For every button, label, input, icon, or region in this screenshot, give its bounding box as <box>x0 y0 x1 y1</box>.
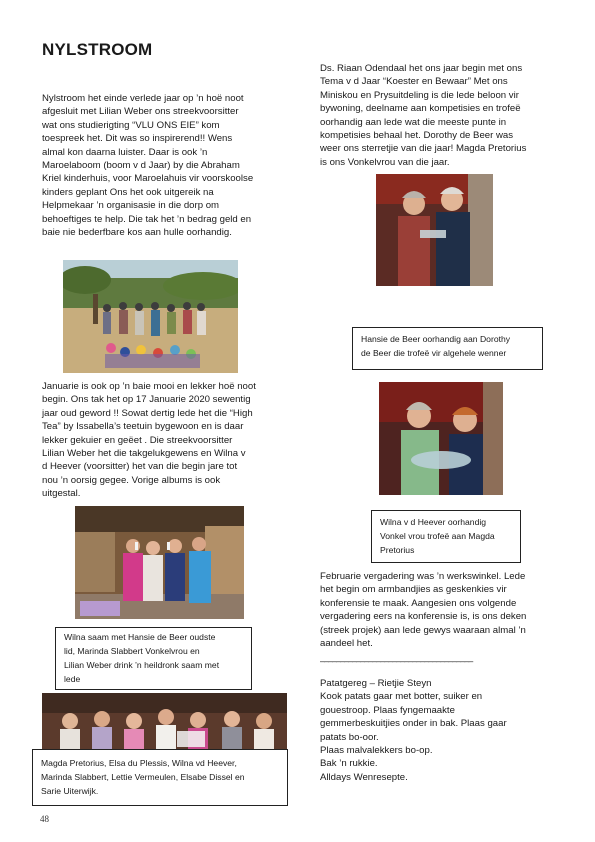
outdoor-group-photo <box>63 260 238 373</box>
january-paragraph: Januarie is ook op ’n baie mooi en lekker hoë noot begin. Ons tak het op 17 Januarie 2020 sewentig jaar oud geword !! Sowat dertig lede het die “High Tea” by Issabella’s teetuin bygewoon en is daar lekker gekuier en geëet . Die streekvoorsitter Lilian Weber het die takgelukgewens en Wilna v d Heever (voorsitter) het van die begin jare tot nou ’n oorsig gegee. Vorige albums is ook uitgestal. <box>42 381 256 500</box>
page-number: 48 <box>40 814 49 824</box>
february-paragraph: Februarie vergadering was ’n werkswinkel. Lede het begin om armbandjies as geskenkies vir konferensie te maak. Aangesien ons volgende vergadering eers na konferensie is, is ons deken (streek projek) aan lede gewys waaraan almal ’n aandeel het. <box>320 571 527 650</box>
party-group-photo <box>42 693 287 755</box>
page-title: NYLSTROOM <box>42 40 153 59</box>
bowl-trophy-photo <box>379 382 503 495</box>
theme-paragraph: Ds. Riaan Odendaal het ons jaar begin met ons Tema v d Jaar “Koester en Bewaar” Met ons Miniskou en Prysuitdeling is die lede beloon vir bywoning, deelname aan kompetisies en trofeë oorhandig aan lede wat die meeste punte in kompetisies behaal het. Dorothy de Beer was weer ons sterretjie van die jaar! Magda Pretorius is ons Vonkelvrou van die jaar. <box>320 63 527 168</box>
section-divider: –––––––––––––––––––––––––––––––––––––– <box>320 656 473 666</box>
trophy-photo-caption: Hansie de Beer oorhandig aan Dorothy de Beer die trofeë vir algehele wenner <box>352 327 543 370</box>
recipe-text: Patatgereg – Rietjie Steyn Kook patats gaar met botter, suiker en gouestroop. Plaas fyngemaakte gemmerbeskuitjies onder in bak. Plaas gaar patats bo-oor. Plaas malvalekkers bo-op. Bak ’n rukkie. Alldays Wenresepte. <box>320 678 507 783</box>
toast-photo-caption: Wilna saam met Hansie de Beer oudste lid, Marinda Slabbert Vonkelvrou en Lilian Weber drink ’n heildronk saam met lede <box>55 627 252 690</box>
intro-paragraph: Nylstroom het einde verlede jaar op ’n hoë noot afgesluit met Lilian Weber ons streekvoorsitter wat ons studierigting “VLU ONS EIE” kom toespreek het. Dit was so inspirerend!! Wens almal kon daarna luister. Daar is ook ’n Maroelaboom (boom v d Jaar) by die Abraham Kriel kinderhuis, voor Maroelahuis vir voorskoolse kinders geplant Ons het ook uitgereik na Helpmekaar ’n organisasie in die dorp om behoeftiges te help. Die tak het ’n bedrag geld en baie nie bederfbare kos aan hulle oorhandig. <box>42 93 254 239</box>
trophy-handover-photo <box>376 174 493 286</box>
toast-group-photo <box>75 506 244 619</box>
party-photo-caption: Magda Pretorius, Elsa du Plessis, Wilna vd Heever, Marinda Slabbert, Lettie Vermeulen, Elsabe Dissel en Sarie Uiterwijk. <box>32 749 288 806</box>
bowl-photo-caption: Wilna v d Heever oorhandig Vonkel vrou trofeë aan Magda Pretorius <box>371 510 521 563</box>
